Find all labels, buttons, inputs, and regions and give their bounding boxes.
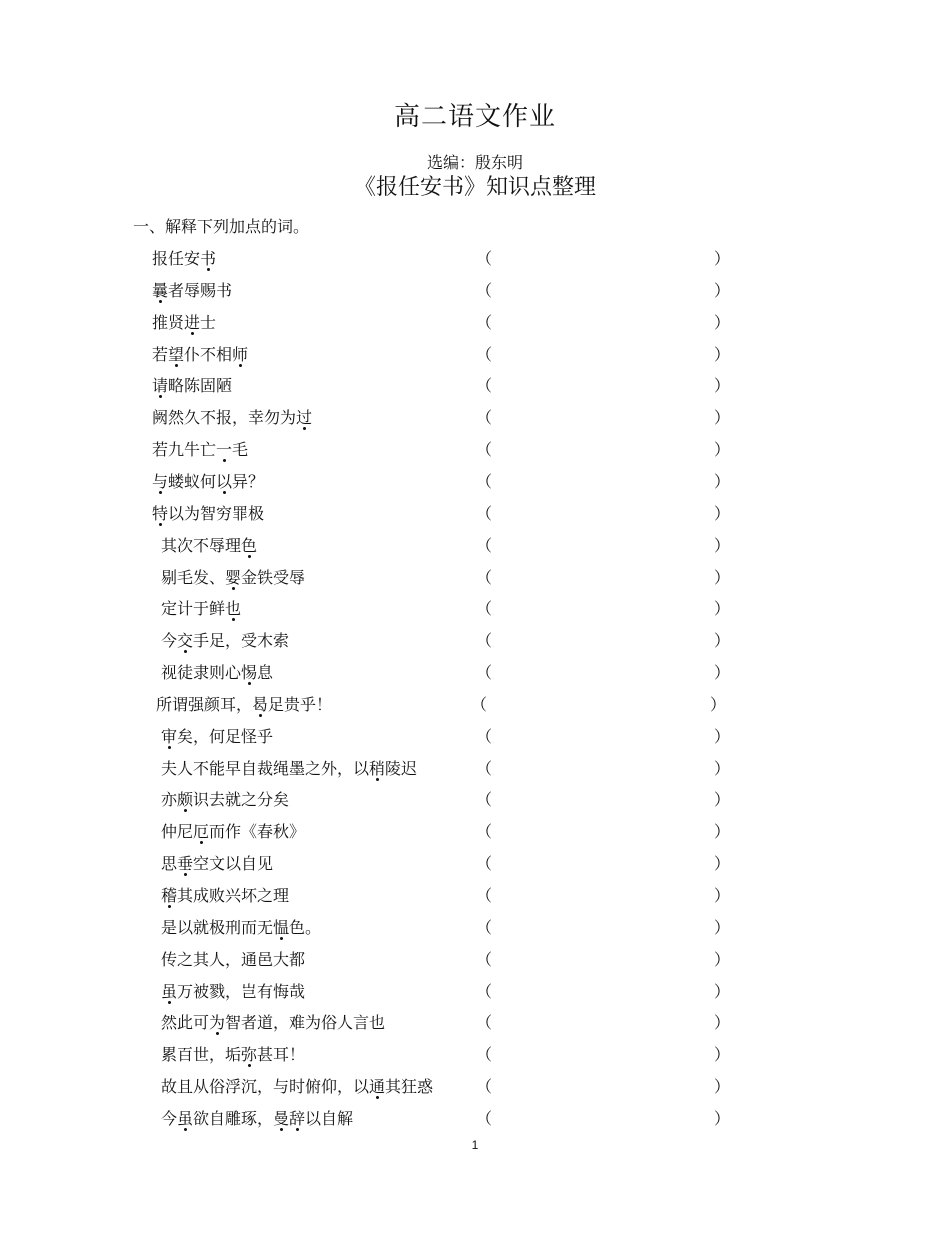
answer-paren-open: （ <box>476 472 493 491</box>
question-row <box>0 596 950 620</box>
question-row <box>0 1042 950 1066</box>
answer-paren-open: （ <box>476 886 493 905</box>
question-row <box>0 565 950 589</box>
emphasis-dot <box>159 491 162 494</box>
question-row <box>0 1010 950 1034</box>
answer-paren-close: ） <box>714 345 731 364</box>
question-text: 今交手足，受木索 <box>161 628 289 651</box>
question-row <box>0 533 950 557</box>
question-row <box>0 310 950 334</box>
emphasis-dot <box>259 714 262 717</box>
answer-paren-close: ） <box>714 759 731 778</box>
question-text: 推贤进士 <box>152 310 216 333</box>
emphasis-dot <box>232 587 235 590</box>
answer-paren-close: ） <box>714 376 731 395</box>
emphasis-dot <box>168 1001 171 1004</box>
question-text: 思垂空文以自见 <box>161 851 273 874</box>
answer-paren-open: （ <box>476 281 493 300</box>
answer-paren-open: （ <box>476 790 493 809</box>
question-text: 所谓强颜耳，曷足贵乎！ <box>156 692 332 715</box>
question-text: 仲尼厄而作《春秋》 <box>161 819 305 842</box>
answer-paren-close: ） <box>714 536 731 555</box>
question-row <box>0 915 950 939</box>
question-row <box>0 373 950 397</box>
answer-paren-open: （ <box>471 695 488 714</box>
answer-paren-close: ） <box>714 281 731 300</box>
question-row <box>0 278 950 302</box>
question-row <box>0 405 950 429</box>
answer-paren-open: （ <box>476 950 493 969</box>
question-text: 与蝼蚁何以异？ <box>152 469 264 492</box>
answer-paren-open: （ <box>476 249 493 268</box>
question-row <box>0 1106 950 1130</box>
question-row <box>0 342 950 366</box>
answer-paren-close: ） <box>714 822 731 841</box>
answer-paren-close: ） <box>714 599 731 618</box>
emphasis-dot <box>280 1128 283 1131</box>
question-row <box>0 979 950 1003</box>
answer-paren-close: ） <box>714 854 731 873</box>
emphasis-dot <box>159 523 162 526</box>
question-row <box>0 724 950 748</box>
answer-paren-close: ） <box>714 249 731 268</box>
answer-paren-open: （ <box>476 1013 493 1032</box>
emphasis-dot <box>223 459 226 462</box>
emphasis-dot <box>200 841 203 844</box>
question-row <box>0 787 950 811</box>
question-text: 累百世，垢弥甚耳！ <box>161 1042 305 1065</box>
emphasis-dot <box>223 491 226 494</box>
question-row <box>0 819 950 843</box>
emphasis-dot <box>248 682 251 685</box>
answer-paren-close: ） <box>714 313 731 332</box>
answer-paren-close: ） <box>714 886 731 905</box>
question-row <box>0 660 950 684</box>
answer-paren-open: （ <box>476 345 493 364</box>
answer-paren-close: ） <box>714 1013 731 1032</box>
question-text: 其次不辱理色 <box>161 533 257 556</box>
question-text: 特以为智穷罪极 <box>152 501 264 524</box>
question-text: 曩者辱赐书 <box>152 278 232 301</box>
emphasis-dot <box>168 905 171 908</box>
answer-paren-close: ） <box>710 695 727 714</box>
answer-paren-close: ） <box>714 472 731 491</box>
question-text: 亦颇识去就之分矣 <box>161 787 289 810</box>
answer-paren-close: ） <box>714 1109 731 1128</box>
emphasis-dot <box>248 555 251 558</box>
emphasis-dot <box>248 1064 251 1067</box>
page-number: 1 <box>471 1138 479 1152</box>
answer-paren-open: （ <box>476 822 493 841</box>
question-text: 阙然久不报，幸勿为过 <box>152 405 312 428</box>
question-row <box>0 1074 950 1098</box>
question-text: 若九牛亡一毛 <box>152 437 248 460</box>
answer-paren-close: ） <box>714 982 731 1001</box>
document-subtitle: 《报任安书》知识点整理 <box>353 175 596 200</box>
emphasis-dot <box>175 364 178 367</box>
answer-paren-open: （ <box>476 376 493 395</box>
answer-paren-close: ） <box>714 663 731 682</box>
emphasis-dot <box>376 1096 379 1099</box>
answer-paren-close: ） <box>714 950 731 969</box>
answer-paren-close: ） <box>714 440 731 459</box>
question-text: 虽万被戮，岂有悔哉 <box>161 979 305 1002</box>
question-row <box>0 628 950 652</box>
question-row <box>0 756 950 780</box>
answer-paren-open: （ <box>476 536 493 555</box>
question-text: 报任安书 <box>152 246 216 269</box>
question-row <box>0 947 950 971</box>
emphasis-dot <box>168 746 171 749</box>
emphasis-dot <box>207 268 210 271</box>
answer-paren-open: （ <box>476 568 493 587</box>
emphasis-dot <box>159 300 162 303</box>
section-heading: 一、解释下列加点的词。 <box>133 217 310 236</box>
answer-paren-open: （ <box>476 408 493 427</box>
question-text: 视徒隶则心惕息 <box>161 660 273 683</box>
answer-paren-open: （ <box>476 504 493 523</box>
answer-paren-open: （ <box>476 631 493 650</box>
answer-paren-open: （ <box>476 854 493 873</box>
answer-paren-open: （ <box>476 1109 493 1128</box>
answer-paren-open: （ <box>476 663 493 682</box>
answer-paren-open: （ <box>476 982 493 1001</box>
answer-paren-close: ） <box>714 1045 731 1064</box>
answer-paren-close: ） <box>714 727 731 746</box>
question-text: 稽其成败兴坏之理 <box>161 883 289 906</box>
page-title: 高二语文作业 <box>393 102 556 132</box>
answer-paren-open: （ <box>476 759 493 778</box>
emphasis-dot <box>184 1128 187 1131</box>
emphasis-dot <box>376 778 379 781</box>
question-row <box>0 469 950 493</box>
question-text: 剔毛发、婴金铁受辱 <box>161 565 305 588</box>
question-text: 是以就极刑而无愠色。 <box>161 915 321 938</box>
question-row <box>0 692 950 716</box>
emphasis-dot <box>303 427 306 430</box>
question-text: 今虽欲自雕琢，曼辞以自解 <box>161 1106 353 1129</box>
emphasis-dot <box>239 364 242 367</box>
emphasis-dot <box>184 809 187 812</box>
emphasis-dot <box>216 1032 219 1035</box>
answer-paren-close: ） <box>714 790 731 809</box>
answer-paren-close: ） <box>714 1077 731 1096</box>
question-text: 若望仆不相师 <box>152 342 248 365</box>
question-row <box>0 883 950 907</box>
answer-paren-close: ） <box>714 568 731 587</box>
question-text: 审矣，何足怪乎 <box>161 724 273 747</box>
answer-paren-close: ） <box>714 504 731 523</box>
emphasis-dot <box>184 650 187 653</box>
answer-paren-open: （ <box>476 599 493 618</box>
answer-paren-open: （ <box>476 1045 493 1064</box>
answer-paren-open: （ <box>476 440 493 459</box>
answer-paren-close: ） <box>714 918 731 937</box>
answer-paren-open: （ <box>476 918 493 937</box>
answer-paren-close: ） <box>714 631 731 650</box>
answer-paren-open: （ <box>476 727 493 746</box>
answer-paren-open: （ <box>476 313 493 332</box>
question-text: 然此可为智者道，难为俗人言也 <box>161 1010 385 1033</box>
emphasis-dot <box>296 1128 299 1131</box>
answer-paren-open: （ <box>476 1077 493 1096</box>
emphasis-dot <box>191 332 194 335</box>
emphasis-dot <box>280 937 283 940</box>
editor-credit: 选编：殷东明 <box>426 153 523 172</box>
question-row <box>0 437 950 461</box>
question-row <box>0 501 950 525</box>
answer-paren-close: ） <box>714 408 731 427</box>
question-text: 夫人不能早自裁绳墨之外，以稍陵迟 <box>161 756 417 779</box>
emphasis-dot <box>184 873 187 876</box>
question-text: 请略陈固陋 <box>152 373 232 396</box>
emphasis-dot <box>159 395 162 398</box>
question-text: 定计于鲜也 <box>161 596 241 619</box>
emphasis-dot <box>232 618 235 621</box>
question-text: 故且从俗浮沉，与时俯仰，以通其狂惑 <box>161 1074 433 1097</box>
question-row <box>0 246 950 270</box>
question-row <box>0 851 950 875</box>
question-text: 传之其人，通邑大都 <box>161 950 306 969</box>
